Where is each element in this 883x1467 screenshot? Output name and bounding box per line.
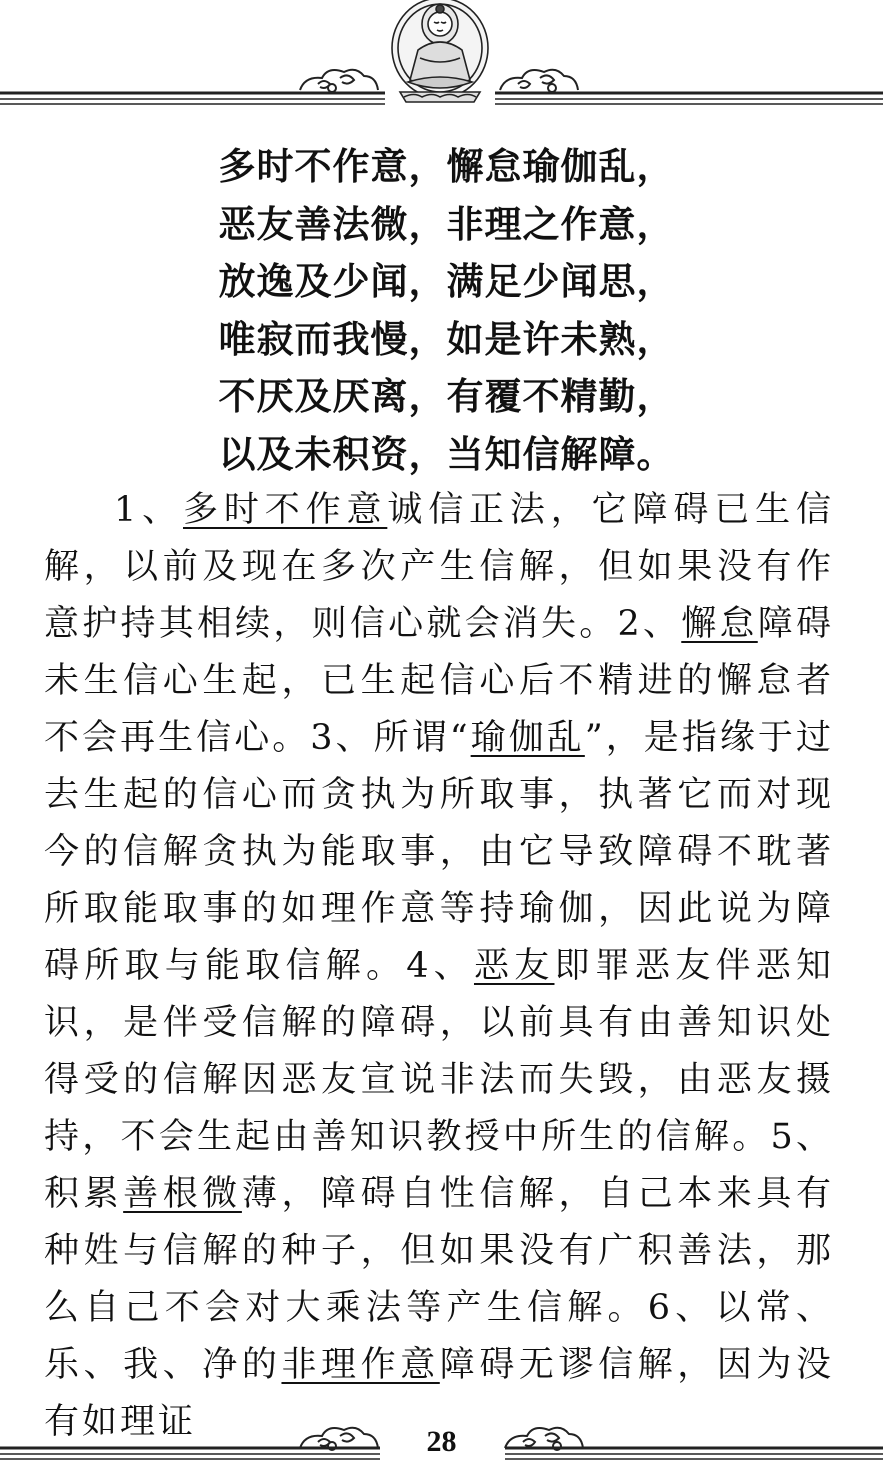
verse-line: 多时不作意，懈怠瑜伽乱，	[218, 145, 675, 188]
text-run: 薄，障碍自性信解，自己本来具有种姓与信解的种子，但如果没有广积善法，那么自己不会对大乘法等产生信解。6、以常、乐、我、净的	[44, 1174, 834, 1385]
commentary-paragraph	[44, 482, 834, 1451]
underlined-term: 恶友	[473, 946, 555, 986]
underlined-term: 善根微	[123, 1174, 242, 1214]
header-ornament	[0, 0, 883, 115]
text-run: 即罪恶友伴恶知识，是伴受信解的障碍，以前具有由善知识处得受的信解因恶友宣说非法而失毁，由恶友摄持，不会生起由善知识教授中所生的信解。5、积累	[44, 946, 834, 1214]
text-run: ”，是指缘于过去生起的信心而贪执为所取事，执著它而对现今的信解贪执为能取事，由它导致障碍不耽著所取能取事的如理作意等持瑜伽，因此说为障碍所取与能取信解。4、	[44, 718, 834, 986]
cloud-scroll-right-icon	[500, 70, 578, 92]
text-run: 诚信正法，它障碍已生信解，以前及现在多次产生信解，但如果没有作意护持其相续，则信心就会消失。2、	[44, 490, 834, 644]
cloud-scroll-left-icon	[300, 70, 378, 92]
verse-block	[0, 138, 883, 483]
header-rule-right	[495, 93, 883, 104]
verse-line: 唯寂而我慢，如是许未熟，	[218, 317, 675, 361]
text-run: 障碍无谬信解，因为没有如理证	[44, 1345, 834, 1442]
underlined-term: 瑜伽乱	[470, 718, 585, 758]
verse-line: 放逸及少闻，满足少闻思，	[218, 260, 675, 303]
text-run: 障碍未生信心生起，已生起信心后不精进的懈怠者不会再生信心。3、所谓“	[44, 604, 834, 758]
verse-line: 以及未积资，当知信解障。	[218, 432, 675, 476]
header-rule-left	[0, 93, 385, 104]
buddha-figure-icon	[392, 0, 488, 102]
underlined-term: 多时不作意	[183, 490, 388, 530]
underlined-term: 懈怠	[681, 604, 758, 644]
underlined-term: 非理作意	[281, 1345, 440, 1385]
verse-line: 不厌及厌离，有覆不精勤，	[218, 375, 675, 418]
page-number: 28	[426, 1425, 457, 1458]
text-run: 1、	[114, 490, 183, 530]
verse-line: 恶友善法微，非理之作意，	[218, 202, 675, 246]
